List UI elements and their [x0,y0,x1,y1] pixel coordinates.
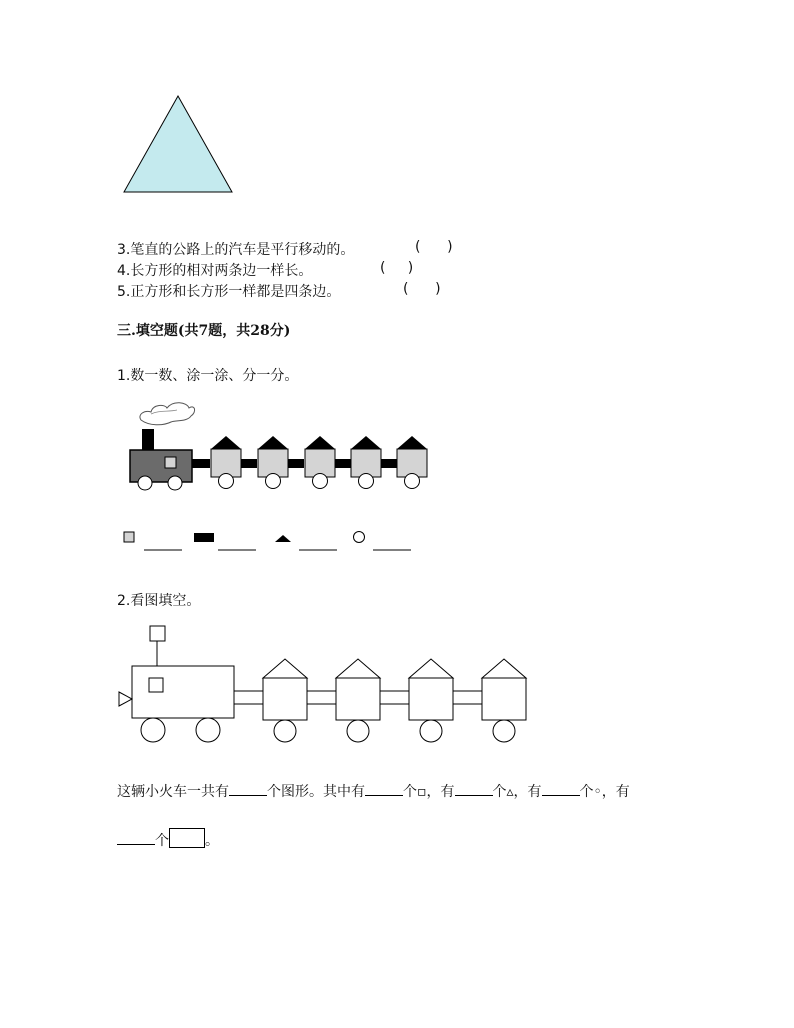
statement-4-text: 4.长方形的相对两条边一样长。 [117,263,313,279]
train-car [211,436,241,489]
q2-text-part: 。 [205,833,219,849]
front-triangle [119,692,132,706]
q2-title: 2.看图填空。 [117,593,201,609]
statement-3-text: 3.笔直的公路上的汽车是平行移动的。 [117,242,355,258]
train-car [397,436,427,489]
answer-blank[interactable] [229,783,267,796]
answer-paren-4[interactable]: ( ) [380,260,414,276]
legend-circle-icon [354,532,365,543]
legend-small-square-icon [124,532,134,542]
triangle-figure [120,92,235,197]
legend-black-triangle-icon [275,535,291,542]
engine-window-square [149,678,163,692]
engine-window-small-square [165,457,176,468]
q2-text-part: 个▫，有 [403,784,455,800]
section-title: 三.填空题(共7题，共28分) [117,323,291,339]
train-car [258,436,288,489]
answer-blank[interactable] [455,783,493,796]
q2-text-part: 这辆小火车一共有 [117,784,229,800]
train-car [482,659,526,742]
train-car [336,659,380,742]
chimney-square [150,626,165,641]
engine-body [130,450,192,482]
q2-fill-line-1 [117,781,630,801]
q1-title: 1.数一数、涂一涂、分一分。 [117,368,299,384]
answer-paren-5[interactable]: ( ) [403,281,441,297]
chimney-black-rect [142,429,154,451]
train-car [263,659,307,742]
train-car [351,436,381,489]
legend-shapes [120,528,420,554]
wheel-circle [138,476,152,490]
q2-fill-line-2 [117,828,219,850]
q2-text-part: 个图形。其中有 [267,784,365,800]
q2-text-part: 个◦，有 [579,784,630,800]
engine-body [132,666,234,718]
wheel-circle [168,476,182,490]
legend-black-rect-icon [194,533,214,542]
train-2-figure [116,622,536,747]
q2-text-part: 个 [155,833,169,849]
answer-blank[interactable] [365,783,403,796]
rectangle-shape-icon [169,828,205,848]
statement-5 [117,281,340,301]
answer-blank[interactable] [542,783,580,796]
q2-text-part: 个▵，有 [492,784,542,800]
smoke-cloud-icon [140,403,195,425]
train-car [409,659,453,742]
statement-3 [117,239,354,259]
answer-paren-3[interactable]: ( ) [415,239,453,255]
statement-4 [117,260,312,280]
train-1-figure [125,398,435,494]
answer-blank[interactable] [117,832,155,845]
statement-5-text: 5.正方形和长方形一样都是四条边。 [117,284,341,300]
train-car [305,436,335,489]
